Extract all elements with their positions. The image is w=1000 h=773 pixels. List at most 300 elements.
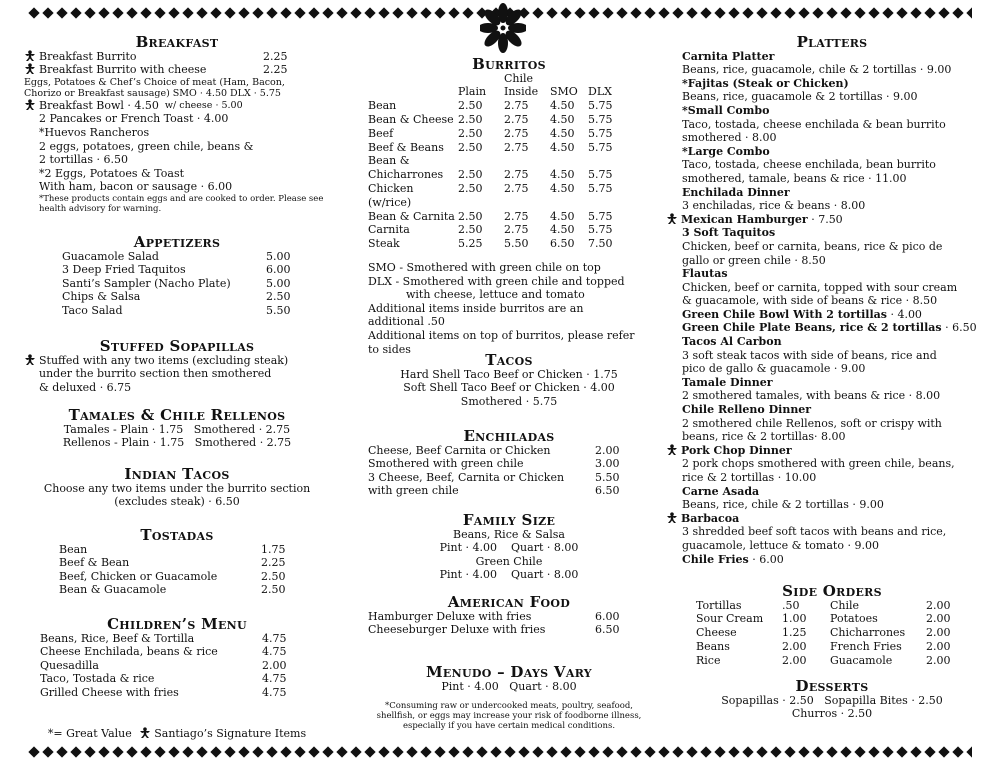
platter-name: Chile Relleno Dinner	[682, 403, 812, 417]
diamond-ornament	[28, 746, 39, 757]
platter-item	[682, 485, 982, 499]
diamond-ornament	[364, 7, 375, 18]
diamond-ornament	[224, 746, 235, 757]
diamond-ornament	[56, 746, 67, 757]
burrito-price: 4.50	[550, 126, 575, 140]
diamond-ornament	[952, 746, 963, 757]
signature-icon	[666, 444, 678, 456]
diamond-ornament	[812, 7, 823, 18]
burrito-price: 5.75	[588, 168, 613, 182]
desc-line: & deluxed · 6.75	[39, 380, 132, 394]
item-name: Chips & Salsa	[62, 290, 141, 304]
diamond-ornament	[588, 7, 599, 18]
diamond-ornament	[560, 7, 571, 18]
diamond-ornament	[336, 746, 347, 757]
side-name: Guacamole	[830, 653, 893, 667]
diamond-ornament	[532, 746, 543, 757]
diamond-ornament	[840, 746, 851, 757]
menu-item	[368, 484, 650, 498]
platter-item	[682, 267, 982, 281]
appetizers-title: Appetizers	[133, 233, 221, 251]
side-name: Chicharrones	[830, 626, 906, 640]
platter-item	[682, 308, 982, 322]
diamond-ornament	[574, 7, 585, 18]
american-section	[368, 593, 650, 637]
desc-line: 2 eggs, potatoes, green chile, beans &	[39, 139, 254, 153]
platters-list	[682, 50, 982, 567]
diamond-ornament	[602, 746, 613, 757]
item-name: Cheese Enchilada, beans & rice	[40, 645, 218, 659]
item-price: 5.50	[595, 470, 620, 484]
burrito-price: 5.50	[504, 237, 529, 251]
table-row	[368, 237, 620, 251]
burrito-price: 5.75	[588, 209, 613, 223]
burrito-price: 2.75	[504, 112, 529, 126]
burrito-name: Chicken (w/rice)	[368, 181, 414, 209]
diamond-ornament	[462, 7, 473, 18]
diamond-ornament	[182, 746, 193, 757]
item-price: w/ cheese · 5.00	[164, 99, 243, 111]
burrito-price: 2.75	[504, 223, 529, 237]
burrito-price: 2.75	[504, 209, 529, 223]
diamond-ornament	[966, 7, 972, 18]
platter-desc: rice & 2 tortillas · 10.00	[682, 471, 817, 484]
burrito-price: 2.75	[504, 168, 529, 182]
platter-desc: 2 smothered tamales, with beans & rice · 8.00	[682, 389, 941, 403]
platter-desc: Chicken, beef or carnita, topped with sour cream	[682, 280, 958, 294]
platter-desc: Chicken, beef or carnita, beans, rice & pico de	[682, 239, 943, 253]
burrito-name: Chicharrones	[368, 168, 444, 182]
warning-line: *Consuming raw or undercooked meats, poultry, seafood,	[384, 701, 633, 712]
sopapillas-section	[24, 337, 330, 394]
diamond-ornament	[910, 7, 921, 18]
note-line: Additional items inside burritos are an	[368, 301, 584, 315]
burrito-name: Bean	[368, 99, 397, 113]
col-header: SMO	[550, 85, 578, 99]
burrito-price: 5.25	[458, 237, 483, 251]
diamond-ornament	[434, 746, 445, 757]
family-section	[368, 511, 650, 582]
item-name: Santi’s Sampler (Nacho Plate)	[62, 276, 231, 290]
menu-item	[59, 570, 330, 584]
childrens-title: Children’s Menu	[107, 615, 247, 633]
item-name: Beans, Rice, Beef & Tortilla	[40, 631, 195, 645]
burrito-price	[588, 154, 620, 168]
menu-item	[24, 63, 330, 77]
burrito-price: 5.75	[588, 181, 613, 195]
side-name: Cheese	[696, 626, 737, 640]
diamond-ornament	[322, 746, 333, 757]
diamond-ornament	[406, 746, 417, 757]
family-title: Family Size	[462, 511, 556, 529]
item-name: Taco, Tostada & rice	[40, 672, 155, 686]
platter-item	[682, 145, 982, 159]
item-price: 4.75	[262, 672, 287, 686]
burrito-price: 4.50	[550, 140, 575, 154]
platter-item	[666, 512, 982, 526]
diamond-ornament	[420, 7, 431, 18]
diamond-ornament	[504, 746, 515, 757]
platters-title: Platters	[796, 33, 868, 51]
table-row	[696, 654, 951, 668]
diamond-ornament	[392, 7, 403, 18]
diamond-ornament	[882, 7, 893, 18]
item-name: Hamburger Deluxe with fries	[368, 609, 532, 623]
desc-line: Chorizo or Breakfast sausage) SMO · 4.50 DLX · 5.75	[24, 87, 281, 99]
dessert-item: Churros · 2.50	[791, 707, 873, 721]
platter-desc: & guacamole, with side of beans & rice · 8.50	[682, 294, 938, 308]
warning-line: especially if you have certain medical conditions.	[402, 721, 616, 732]
indian-tacos-title: Indian Tacos	[124, 465, 230, 483]
signature-icon	[24, 354, 36, 366]
side-name: Tortillas	[696, 598, 742, 612]
menudo-section	[368, 663, 650, 732]
burrito-price: 2.50	[458, 168, 483, 182]
platter-item	[682, 376, 982, 390]
item-price: 3.00	[595, 457, 620, 471]
platter-item	[682, 226, 982, 240]
diamond-ornament	[126, 746, 137, 757]
family-item: Green Chile	[475, 554, 543, 568]
platter-desc: smothered, tamale, beans & rice · 11.00	[682, 171, 907, 185]
col-header: Inside	[504, 85, 539, 99]
quart-price: Quart · 8.00	[509, 679, 577, 693]
diamond-ornament	[602, 7, 613, 18]
table-row	[368, 223, 620, 237]
menu-item	[62, 290, 330, 304]
family-item: Beans, Rice & Salsa	[453, 527, 565, 541]
menu-item	[62, 250, 330, 264]
tacos-section	[368, 351, 650, 408]
diamond-ornament	[742, 7, 753, 18]
diamond-ornament	[392, 746, 403, 757]
diamond-ornament	[700, 746, 711, 757]
item-name: Bean & Guacamole	[59, 583, 167, 597]
enchiladas-title: Enchiladas	[463, 427, 555, 445]
platter-name: Flautas	[682, 267, 728, 281]
quart-price: Quart · 8.00	[511, 541, 579, 555]
signature-icon	[24, 99, 36, 111]
platter-desc: 3 soft steak tacos with side of beans, rice and	[682, 348, 937, 362]
diamond-ornament	[196, 7, 207, 18]
side-price: .50	[782, 598, 800, 612]
item-price: 2.25	[263, 49, 288, 63]
warning-line: shellfish, or eggs may increase your risk of foodborne illness,	[376, 711, 642, 722]
platter-desc: gallo or green chile · 8.50	[682, 253, 826, 267]
platter-desc: smothered · 8.00	[682, 131, 777, 145]
pint-price: Pint · 4.00	[441, 679, 499, 693]
item-price: 4.75	[262, 645, 287, 659]
platter-item	[682, 77, 982, 91]
american-title: American Food	[447, 593, 571, 611]
burrito-price: 2.75	[504, 181, 529, 195]
diamond-ornament	[140, 7, 151, 18]
item-name: Beef, Chicken or Guacamole	[59, 569, 218, 583]
diamond-ornament	[266, 746, 277, 757]
diamond-ornament	[154, 7, 165, 18]
diamond-ornament	[196, 746, 207, 757]
diamond-ornament	[70, 7, 81, 18]
pint-price: Pint · 4.00	[439, 541, 498, 555]
sides-title: Side Orders	[782, 582, 882, 600]
menu-item	[59, 543, 330, 557]
burritos-section	[368, 55, 650, 356]
desserts-title: Desserts	[795, 677, 869, 695]
diamond-ornament	[154, 746, 165, 757]
burrito-name: Carnita	[368, 223, 410, 237]
burrito-price: 5.75	[588, 112, 613, 126]
platter-price: · 7.50	[807, 212, 843, 226]
burritos-notes	[368, 261, 650, 356]
diamond-ornament	[854, 746, 865, 757]
platter-name: Carnita Platter	[682, 49, 775, 63]
col-header: DLX	[588, 85, 612, 99]
breakfast-description	[24, 77, 330, 99]
diamond-ornament	[84, 7, 95, 18]
note-line: DLX - Smothered with green chile and topped	[368, 274, 625, 288]
platters-section	[681, 33, 982, 566]
table-row	[368, 113, 620, 127]
item-name: Breakfast Bowl · 4.50	[39, 98, 159, 112]
diamond-ornament	[546, 7, 557, 18]
diamond-ornament	[140, 746, 151, 757]
menu-item	[62, 263, 330, 277]
bottom-border	[28, 745, 972, 759]
diamond-ornament	[784, 7, 795, 18]
burrito-name: Bean & Cheese	[368, 112, 454, 126]
platter-name: Enchilada Dinner	[682, 185, 790, 199]
burrito-price: 2.50	[458, 112, 483, 126]
item-name: Bean	[59, 542, 88, 556]
desc-line: Choose any two items under the burrito section	[43, 481, 311, 495]
burrito-price: 4.50	[550, 209, 575, 223]
diamond-ornament	[168, 7, 179, 18]
great-value-legend: *= Great Value	[47, 727, 132, 740]
diamond-ornament	[294, 746, 305, 757]
diamond-ornament	[546, 746, 557, 757]
dessert-item: Sopapilla Bites · 2.50	[824, 693, 943, 707]
platter-item	[682, 403, 982, 417]
childrens-list	[40, 632, 330, 700]
diamond-ornament	[644, 7, 655, 18]
burrito-price: 4.50	[550, 168, 575, 182]
burrito-name: Beef & Beans	[368, 140, 444, 154]
diamond-ornament	[518, 746, 529, 757]
quart-price: Quart · 8.00	[511, 568, 579, 582]
desserts-section	[682, 677, 982, 721]
note-line: with cheese, lettuce and tomato	[406, 288, 585, 302]
diamond-ornament	[224, 7, 235, 18]
burrito-price: 4.50	[550, 99, 575, 113]
tacos-title: Tacos	[485, 351, 533, 369]
item-price: 2.25	[263, 63, 288, 77]
platter-desc: Taco, tostada, cheese enchilada & bean burrito	[682, 117, 946, 131]
desc-line: under the burrito section then smothered	[39, 367, 272, 381]
tamales-title: Tamales & Chile Rellenos	[68, 406, 286, 424]
diamond-ornament	[742, 746, 753, 757]
item-price: 1.75	[261, 542, 286, 556]
burrito-price: 4.50	[550, 223, 575, 237]
item-name: with green chile	[368, 484, 459, 498]
item-price: 5.00	[266, 276, 291, 290]
rellenos-smothered: Smothered · 2.75	[194, 436, 292, 450]
burrito-price: 5.75	[588, 223, 613, 237]
side-name: Potatoes	[830, 612, 878, 626]
tamales-plain: Tamales - Plain · 1.75	[63, 422, 184, 436]
diamond-ornament	[630, 7, 641, 18]
diamond-ornament	[728, 7, 739, 18]
signature-icon	[666, 512, 678, 524]
platter-name: Barbacoa	[681, 511, 740, 525]
item-name: Cheeseburger Deluxe with fries	[368, 623, 546, 637]
enchiladas-list	[368, 444, 650, 498]
burrito-price: 2.50	[458, 140, 483, 154]
platter-item	[682, 186, 982, 200]
side-name: French Fries	[830, 639, 902, 653]
indian-tacos-section	[24, 465, 330, 509]
item-price: 6.50	[595, 484, 620, 498]
side-price: 2.00	[782, 653, 807, 667]
side-price: 2.00	[926, 612, 951, 626]
burrito-price: 2.50	[458, 223, 483, 237]
burrito-price: 7.50	[588, 237, 613, 251]
burrito-price	[550, 154, 588, 168]
item-name: Grilled Cheese with fries	[40, 685, 179, 699]
platter-name: *Large Combo	[682, 144, 770, 158]
side-name: Rice	[696, 653, 721, 667]
item-name: Beef & Bean	[59, 556, 130, 570]
burrito-price: 2.50	[458, 181, 483, 195]
table-row	[696, 626, 951, 640]
diamond-ornament	[378, 7, 389, 18]
desc-line: Stuffed with any two items (excluding steak)	[39, 353, 289, 367]
table-row	[368, 210, 620, 224]
health-note: health advisory for warning.	[39, 203, 162, 214]
diamond-ornament	[770, 746, 781, 757]
platter-item	[666, 444, 982, 458]
diamond-ornament	[840, 7, 851, 18]
diamond-ornament	[308, 7, 319, 18]
diamond-ornament	[448, 746, 459, 757]
burrito-price: 4.50	[550, 181, 575, 195]
diamond-ornament	[252, 7, 263, 18]
tamales-section	[24, 406, 330, 450]
item-price: 2.50	[261, 569, 286, 583]
diamond-ornament	[70, 746, 81, 757]
table-row	[368, 127, 620, 141]
platter-name: Tamale Dinner	[682, 375, 773, 389]
pint-price: Pint · 4.00	[439, 568, 498, 582]
diamond-ornament	[532, 7, 543, 18]
diamond-ornament	[588, 746, 599, 757]
menu-item: Hard Shell Taco Beef or Chicken · 1.75	[400, 367, 618, 381]
diamond-ornament	[28, 7, 39, 18]
diamond-ornament	[252, 746, 263, 757]
diamond-ornament	[280, 746, 291, 757]
signature-icon	[24, 63, 36, 75]
side-price: 1.25	[782, 626, 807, 640]
tostadas-title: Tostadas	[140, 526, 214, 544]
diamond-ornament	[462, 746, 473, 757]
platter-item	[682, 321, 982, 335]
table-row	[696, 640, 951, 654]
burrito-price	[458, 154, 504, 168]
diamond-ornament	[882, 746, 893, 757]
sides-section	[682, 582, 982, 668]
burrito-price	[504, 154, 550, 168]
side-name: Sour Cream	[696, 612, 764, 626]
tostadas-section	[24, 526, 330, 597]
menu-item: Smothered · 5.75	[460, 394, 558, 408]
diamond-ornament	[42, 746, 53, 757]
diamond-ornament	[98, 7, 109, 18]
diamond-ornament	[756, 7, 767, 18]
side-price: 2.00	[782, 639, 807, 653]
item-price: 2.50	[266, 290, 291, 304]
note-line: to sides	[368, 342, 411, 356]
diamond-ornament	[434, 7, 445, 18]
platter-name: Carne Asada	[682, 484, 760, 498]
diamond-ornament	[336, 7, 347, 18]
item-name: Guacamole Salad	[62, 249, 159, 263]
diamond-ornament	[350, 7, 361, 18]
side-price: 2.00	[926, 598, 951, 612]
platter-price: · 6.50	[941, 321, 977, 335]
burrito-price: 5.75	[588, 140, 613, 154]
menu-item	[40, 645, 330, 659]
diamond-ornament	[112, 7, 123, 18]
burrito-price: 6.50	[550, 237, 575, 251]
platter-name: *Fajitas (Steak or Chicken)	[682, 76, 849, 90]
menu-item: *2 Eggs, Potatoes & Toast	[39, 166, 185, 180]
diamond-ornament	[448, 7, 459, 18]
menu-item	[59, 556, 330, 570]
platter-name: *Small Combo	[682, 103, 770, 117]
diamond-ornament	[924, 7, 935, 18]
menu-item	[368, 610, 650, 624]
platter-name: 3 Soft Taquitos	[682, 226, 776, 240]
menu-item	[40, 672, 330, 686]
diamond-ornament	[560, 746, 571, 757]
breakfast-more	[24, 112, 330, 214]
diamond-ornament	[210, 7, 221, 18]
diamond-ornament	[938, 7, 949, 18]
diamond-ornament	[854, 7, 865, 18]
diamond-ornament	[756, 746, 767, 757]
menu-item	[368, 444, 650, 458]
item-price: 6.00	[266, 263, 291, 277]
diamond-ornament	[714, 746, 725, 757]
diamond-ornament	[490, 746, 501, 757]
diamond-ornament	[238, 7, 249, 18]
platter-desc: pico de gallo & guacamole · 9.00	[682, 362, 866, 376]
menu-item	[40, 632, 330, 646]
burritos-table	[368, 72, 620, 251]
burrito-price: 5.75	[588, 99, 613, 113]
diamond-ornament	[658, 746, 669, 757]
dessert-item: Sopapillas · 2.50	[721, 693, 814, 707]
diamond-ornament	[616, 7, 627, 18]
legend	[24, 727, 330, 741]
diamond-ornament	[728, 746, 739, 757]
burrito-price: 2.50	[458, 99, 483, 113]
diamond-ornament	[616, 746, 627, 757]
item-price: 4.75	[262, 685, 287, 699]
table-row	[368, 182, 620, 210]
diamond-ornament	[168, 746, 179, 757]
menu-item	[368, 457, 650, 471]
diamond-ornament	[210, 746, 221, 757]
